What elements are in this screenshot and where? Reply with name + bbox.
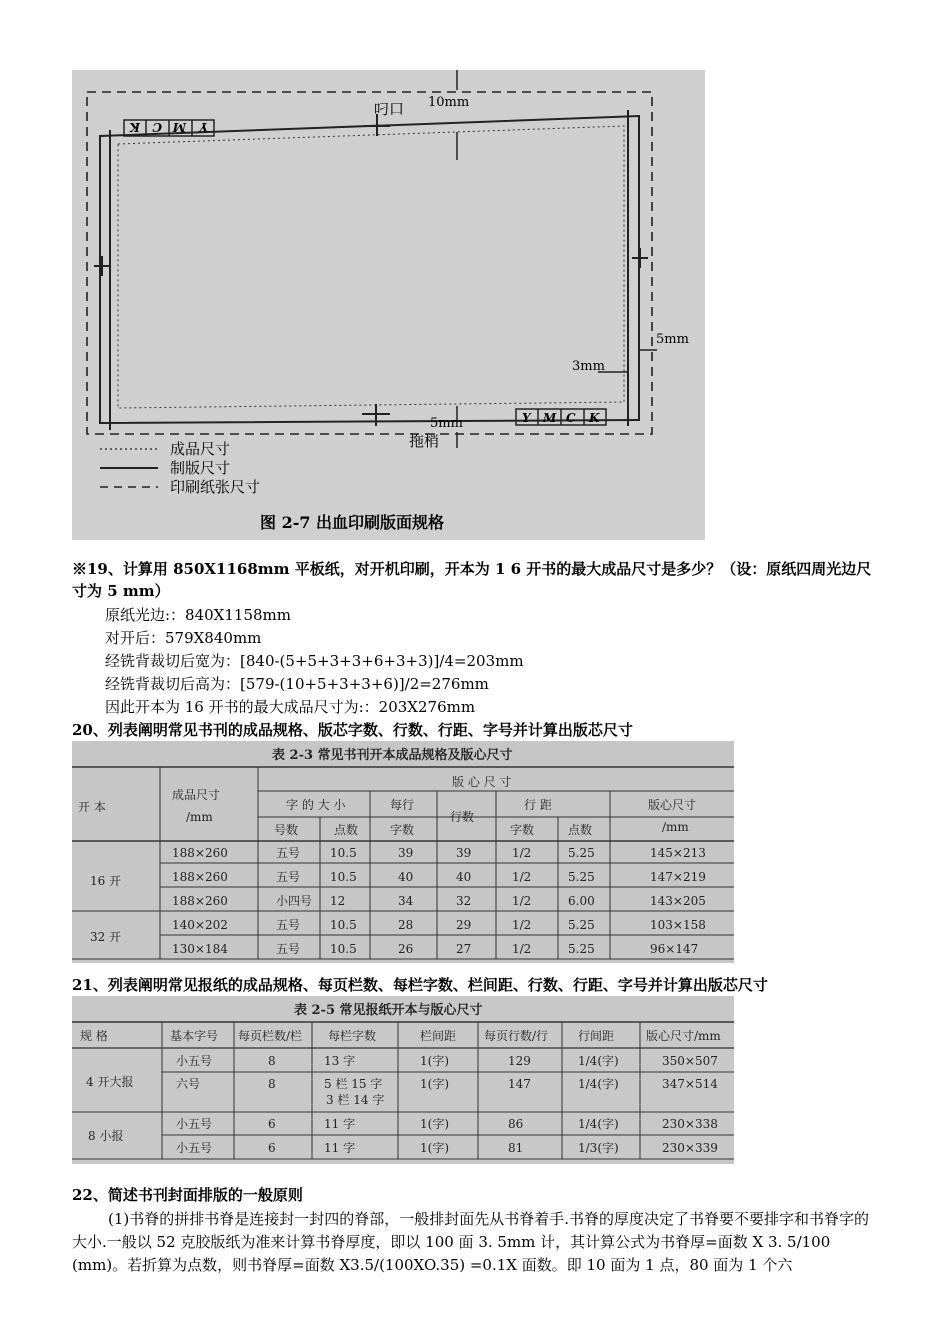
table-cell: 1/4(字) <box>578 1054 619 1068</box>
table-cell: 1(字) <box>420 1117 449 1131</box>
table-cell: 140×202 <box>172 918 228 932</box>
svg-text:C: C <box>152 120 162 134</box>
svg-text:行间距: 行间距 <box>578 1029 615 1043</box>
table-cell: 五号 <box>276 870 301 884</box>
table-cell: 8 <box>268 1054 276 1068</box>
table-cell: 1/2 <box>512 942 532 956</box>
table-cell: 13 字 <box>324 1054 356 1068</box>
table-cell: 96×147 <box>650 942 699 956</box>
table-cell: 86 <box>508 1117 524 1131</box>
table-cell: 五号 <box>276 942 301 956</box>
svg-text:版心尺寸: 版心尺寸 <box>648 798 697 812</box>
svg-text:Y: Y <box>522 411 531 425</box>
group-16: 16 开 <box>90 874 122 888</box>
question-20-title: 20、列表阐明常见书刊的成品规格、版芯字数、行数、行距、字号并计算出版芯尺寸 <box>72 721 633 739</box>
table-cell: 6 <box>268 1141 276 1155</box>
table-cell: 1/4(字) <box>578 1117 619 1131</box>
table-cell: 230×338 <box>662 1117 718 1131</box>
svg-text:点数: 点数 <box>568 823 593 837</box>
svg-text:点数: 点数 <box>334 823 359 837</box>
table-cell: 350×507 <box>662 1054 718 1068</box>
svg-text:每行: 每行 <box>390 798 415 812</box>
table-cell: 188×260 <box>172 894 228 908</box>
table-cell: 143×205 <box>650 894 706 908</box>
table-cell: 27 <box>456 942 472 956</box>
svg-text:Y: Y <box>199 120 208 134</box>
svg-text:字数: 字数 <box>390 823 415 837</box>
svg-text:K: K <box>129 120 140 134</box>
question-21-title: 21、列表阐明常见报纸的成品规格、每页栏数、每栏字数、栏间距、行数、行距、字号并计算出版芯尺寸 <box>72 976 768 994</box>
table-cell: 1(字) <box>420 1077 449 1091</box>
table-cell: 147 <box>508 1077 531 1091</box>
group-8: 8 小报 <box>88 1129 124 1143</box>
table-cell: 130×184 <box>172 942 228 956</box>
table-cell: 39 <box>398 846 414 860</box>
svg-text:/mm: /mm <box>662 820 689 834</box>
answer-line: 原纸光边:：840X1158mm <box>105 606 291 624</box>
svg-text:版心尺寸/mm: 版心尺寸/mm <box>646 1029 721 1043</box>
dim-3mm: 3mm <box>572 359 605 374</box>
finished-size-border <box>118 126 624 408</box>
table-cell: 26 <box>398 942 414 956</box>
svg-text:开 本: 开 本 <box>78 800 106 814</box>
table-cell: 1/4(字) <box>578 1077 619 1091</box>
table-cell: 6 <box>268 1117 276 1131</box>
svg-text:版 心 尺 寸: 版 心 尺 寸 <box>452 775 512 789</box>
svg-text:行数: 行数 <box>450 810 475 824</box>
table-cell: 8 <box>268 1077 276 1091</box>
table-cell: 188×260 <box>172 846 228 860</box>
table-cell: 11 字 <box>324 1141 356 1155</box>
table-cell: 40 <box>398 870 414 884</box>
svg-text:基本字号: 基本字号 <box>170 1029 219 1043</box>
paper-size-border <box>87 92 652 434</box>
svg-text:3 栏 14 字: 3 栏 14 字 <box>326 1093 385 1107</box>
answer-paragraph: (1)书脊的拼排书脊是连接封一封四的脊部，一般排封面先从书脊着手.书脊的厚度决定了书脊要不要排字和书脊字的大小.一般以 52 克胶版纸为准来计算书脊厚度，即以 100 面 3. 5mm 计，其计算公式为书脊厚=面数 X 3. 5/100 (mm)。若折算为点数，则书脊厚=面数 X3.5/(100XO.35) =0.1X 面数。即 10 面为 1 点，80 面为 1 个六 <box>72 1210 870 1274</box>
table-cell: 1(字) <box>420 1141 449 1155</box>
table-cell: 1/2 <box>512 894 532 908</box>
book-size-table-image <box>72 741 734 963</box>
table-cell: 1(字) <box>420 1054 449 1068</box>
table-cell: 1/2 <box>512 918 532 932</box>
svg-text:规 格: 规 格 <box>80 1029 108 1043</box>
svg-text:字 的 大 小: 字 的 大 小 <box>286 798 346 812</box>
table-cell: 小五号 <box>176 1054 213 1068</box>
table-cell: 145×213 <box>650 846 706 860</box>
table-cell: 1/2 <box>512 870 532 884</box>
svg-text:行 距: 行 距 <box>524 798 552 812</box>
table-caption: 表 2-5 常见报纸开本与版心尺寸 <box>294 1003 483 1018</box>
figure-title: 图 2-7 出血印刷版面规格 <box>260 513 445 532</box>
table-cell: 39 <box>456 846 472 860</box>
table-cell: 1/2 <box>512 846 532 860</box>
answer-line: 对开后：579X840mm <box>105 629 262 647</box>
bleed-printing-figure <box>72 70 705 540</box>
newspaper-size-table-image <box>72 996 734 1164</box>
table-cell: 5.25 <box>568 870 595 884</box>
table-cell: 103×158 <box>650 918 706 932</box>
group-32: 32 开 <box>90 930 122 944</box>
table-caption: 表 2-3 常见书刊开本成品规格及版心尺寸 <box>272 748 513 763</box>
table-cell: 129 <box>508 1054 531 1068</box>
table-cell: 10.5 <box>330 870 357 884</box>
table-cell: 28 <box>398 918 414 932</box>
table-cell: 188×260 <box>172 870 228 884</box>
table-cell: 五号 <box>276 846 301 860</box>
table-cell: 10.5 <box>330 942 357 956</box>
svg-text:字数: 字数 <box>510 823 535 837</box>
svg-text:每页栏数/栏: 每页栏数/栏 <box>238 1029 303 1043</box>
table-cell: 10.5 <box>330 918 357 932</box>
table-cell: 230×339 <box>662 1141 718 1155</box>
svg-text:M: M <box>543 411 557 425</box>
table-cell: 5.25 <box>568 918 595 932</box>
legend-plate: 制版尺寸 <box>170 459 231 477</box>
table-cell: 40 <box>456 870 472 884</box>
legend-finished: 成品尺寸 <box>170 440 231 458</box>
table-cell: 六号 <box>176 1077 201 1091</box>
gripper-label: 叼口 <box>374 100 405 118</box>
table-cell: 小四号 <box>276 894 313 908</box>
table-cell: 12 <box>330 894 346 908</box>
table-cell: 五号 <box>276 918 301 932</box>
svg-text:C: C <box>566 411 576 425</box>
table-cell: 81 <box>508 1141 524 1155</box>
svg-text:每页行数/行: 每页行数/行 <box>484 1029 549 1043</box>
svg-text:成品尺寸: 成品尺寸 <box>172 788 221 802</box>
svg-text:K: K <box>589 411 600 425</box>
plate-size-border <box>100 116 639 423</box>
svg-text:/mm: /mm <box>186 810 213 824</box>
table-cell: 1/3(字) <box>578 1141 619 1155</box>
svg-text:每栏字数: 每栏字数 <box>328 1029 377 1043</box>
table-cell: 147×219 <box>650 870 706 884</box>
table-cell: 29 <box>456 918 472 932</box>
table-cell: 34 <box>398 894 414 908</box>
svg-text:M: M <box>172 120 186 134</box>
question-19-title: ※19、计算用 850X1168mm 平板纸，对开机印刷，开本为 1 6 开书的最大成品尺寸是多少？（设：原纸四周光边尺寸为 5 mm） <box>72 560 872 600</box>
answer-line: 因此开本为 16 开书的最大成品尺寸为:：203X276mm <box>105 698 476 716</box>
svg-text:号数: 号数 <box>274 823 299 837</box>
dim-5mm-right: 5mm <box>656 332 689 347</box>
dim-10mm: 10mm <box>428 95 470 110</box>
answer-line: 经铣背裁切后高为：[579-(10+5+3+3+6)]/2=276mm <box>105 675 489 693</box>
group-4: 4 开大报 <box>86 1075 134 1089</box>
dim-5mm-bottom: 5mm <box>430 416 463 431</box>
question-22-title: 22、简述书刊封面排版的一般原则 <box>72 1186 303 1204</box>
table-cell: 347×514 <box>662 1077 718 1091</box>
answer-line: 经铣背裁切后宽为：[840-(5+5+3+3+6+3+3)]/4=203mm <box>105 652 524 670</box>
table-cell: 32 <box>456 894 472 908</box>
table-cell: 5.25 <box>568 942 595 956</box>
table-cell: 10.5 <box>330 846 357 860</box>
table-cell: 11 字 <box>324 1117 356 1131</box>
svg-text:栏间距: 栏间距 <box>420 1029 457 1043</box>
table-cell: 小五号 <box>176 1141 213 1155</box>
table-cell: 5.25 <box>568 846 595 860</box>
table-cell: 6.00 <box>568 894 595 908</box>
legend-paper: 印刷纸张尺寸 <box>170 478 261 496</box>
tail-label: 拖梢 <box>409 432 440 450</box>
table-cell: 5 栏 15 字 <box>324 1077 383 1091</box>
table-cell: 小五号 <box>176 1117 213 1131</box>
